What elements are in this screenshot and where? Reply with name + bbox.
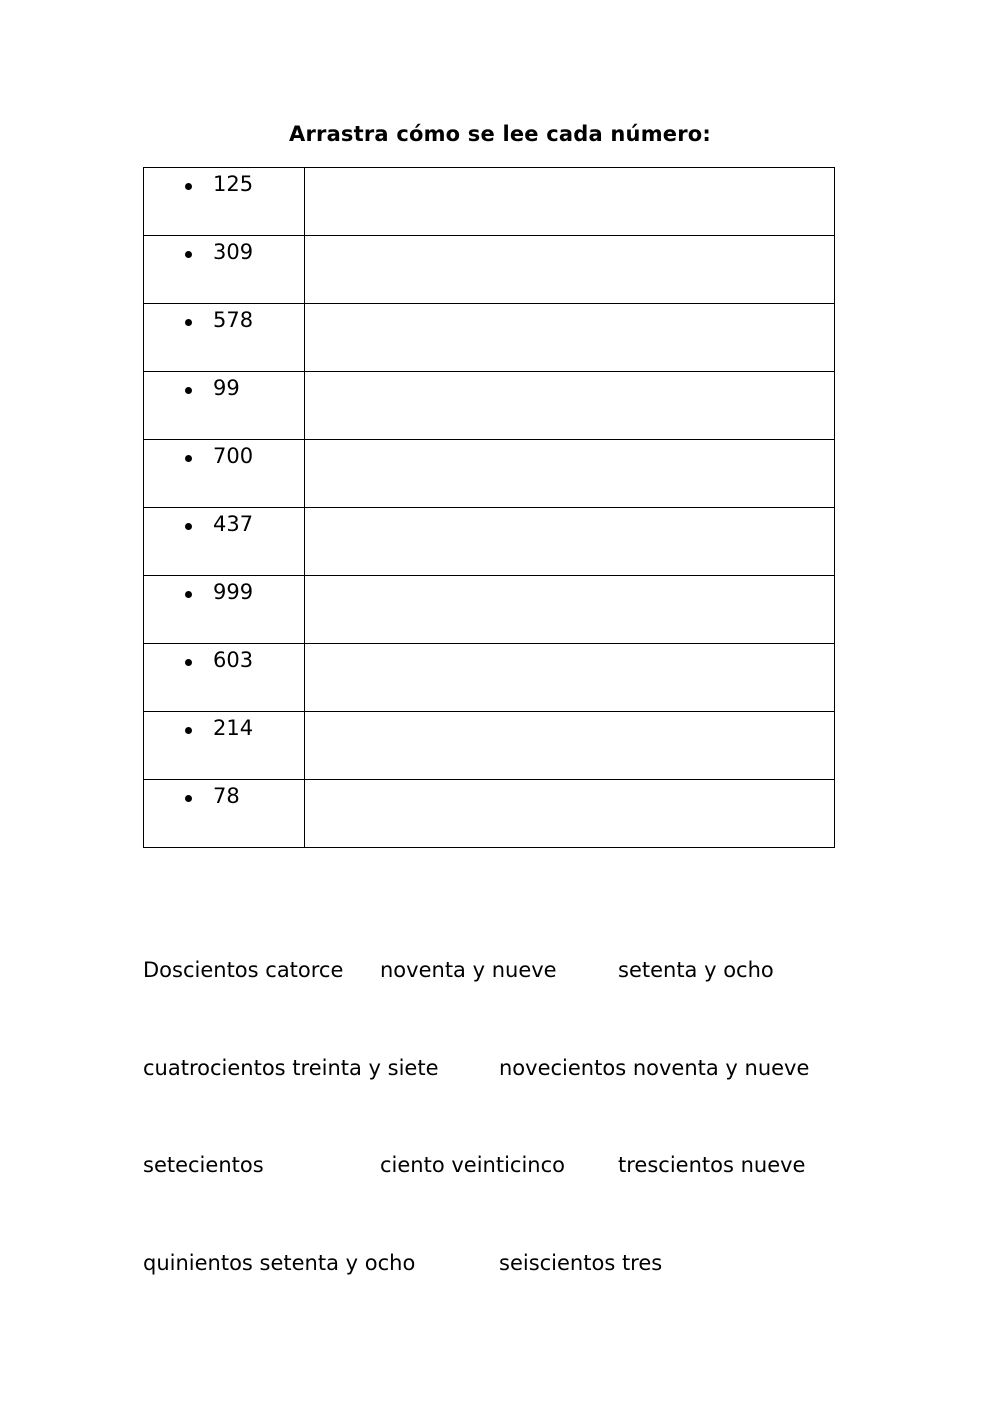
answer-table	[143, 167, 835, 848]
table-row	[144, 372, 835, 440]
draggable-option[interactable]: novecientos noventa y nueve	[499, 1056, 810, 1080]
table-row	[144, 508, 835, 576]
draggable-option[interactable]: setecientos	[143, 1153, 264, 1177]
number-label: 578	[213, 308, 254, 332]
number-cell	[144, 372, 305, 440]
bullet-icon	[185, 455, 192, 462]
bullet-icon	[185, 523, 192, 530]
draggable-option[interactable]: cuatrocientos treinta y siete	[143, 1056, 439, 1080]
number-label: 78	[213, 784, 240, 808]
table-row	[144, 304, 835, 372]
answer-drop-zone[interactable]	[305, 168, 835, 236]
answer-drop-zone[interactable]	[305, 236, 835, 304]
table-row	[144, 780, 835, 848]
number-label: 309	[213, 240, 254, 264]
number-cell	[144, 712, 305, 780]
number-cell	[144, 508, 305, 576]
bullet-icon	[185, 183, 192, 190]
draggable-option[interactable]: Doscientos catorce	[143, 958, 344, 982]
number-label: 437	[213, 512, 254, 536]
draggable-option[interactable]: ciento veinticinco	[380, 1153, 566, 1177]
number-label: 700	[213, 444, 254, 468]
bullet-icon	[185, 251, 192, 258]
number-cell	[144, 780, 305, 848]
bullet-icon	[185, 319, 192, 326]
answer-drop-zone[interactable]	[305, 372, 835, 440]
answer-drop-zone[interactable]	[305, 576, 835, 644]
draggable-option[interactable]: trescientos nueve	[618, 1153, 806, 1177]
answer-drop-zone[interactable]	[305, 508, 835, 576]
draggable-option[interactable]: setenta y ocho	[618, 958, 774, 982]
table-row	[144, 576, 835, 644]
bullet-icon	[185, 795, 192, 802]
number-cell	[144, 168, 305, 236]
number-label: 214	[213, 716, 254, 740]
answer-drop-zone[interactable]	[305, 712, 835, 780]
bullet-icon	[185, 727, 192, 734]
number-label: 999	[213, 580, 254, 604]
bullet-icon	[185, 387, 192, 394]
number-cell	[144, 236, 305, 304]
number-label: 603	[213, 648, 254, 672]
bullet-icon	[185, 659, 192, 666]
bullet-icon	[185, 591, 192, 598]
number-label: 125	[213, 172, 254, 196]
answer-drop-zone[interactable]	[305, 644, 835, 712]
table-row	[144, 168, 835, 236]
answer-drop-zone[interactable]	[305, 304, 835, 372]
table-row	[144, 644, 835, 712]
table-row	[144, 236, 835, 304]
number-cell	[144, 644, 305, 712]
table-row	[144, 712, 835, 780]
table-row	[144, 440, 835, 508]
number-label: 99	[213, 376, 240, 400]
number-cell	[144, 304, 305, 372]
draggable-option[interactable]: noventa y nueve	[380, 958, 557, 982]
number-cell	[144, 576, 305, 644]
number-cell	[144, 440, 305, 508]
draggable-option[interactable]: quinientos setenta y ocho	[143, 1251, 416, 1275]
page-title: Arrastra cómo se lee cada número:	[289, 122, 711, 146]
answer-drop-zone[interactable]	[305, 780, 835, 848]
answer-drop-zone[interactable]	[305, 440, 835, 508]
draggable-option[interactable]: seiscientos tres	[499, 1251, 663, 1275]
